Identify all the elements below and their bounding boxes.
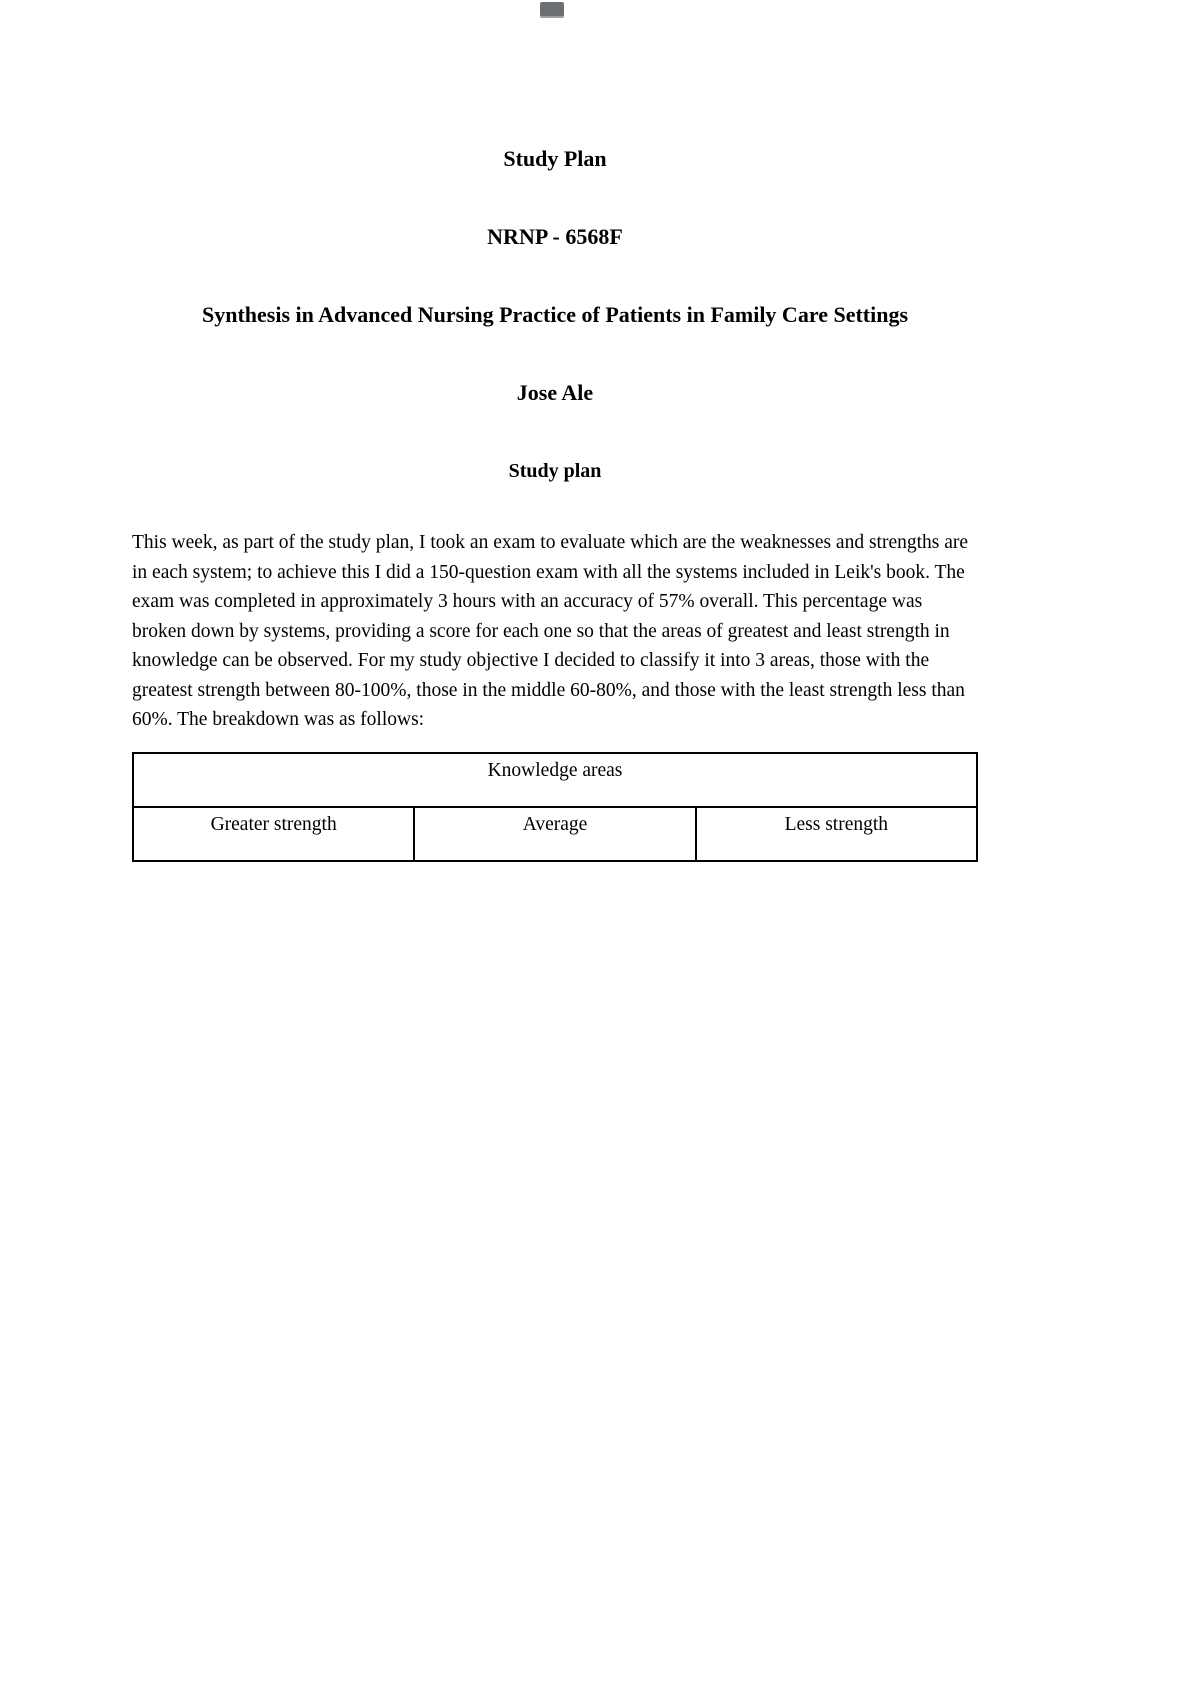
table-row [133, 807, 977, 861]
section-heading: Study plan [508, 460, 602, 482]
table-header-row [133, 753, 977, 807]
body-paragraph: This week, as part of the study plan, I took an exam to evaluate which are the weaknesses and strengths are in each system; to achieve this I did a 150-question exam with all the systems included in Leik's book. The exam was completed in approximately 3 hours with an accuracy of 57% overall. This percentage was broken down by systems, providing a score for each one so that the areas of greatest and least strength in knowledge can be observed. For my study objective I decided to classify it into 3 areas, those with the greatest strength between 80-100%, those in the middle 60-80%, and those with the least strength less than 60%. The breakdown was as follows: [132, 532, 969, 730]
knowledge-areas-table [132, 752, 978, 862]
document-title: Study Plan [503, 146, 607, 171]
document-content [132, 146, 978, 862]
table-header-knowledge-areas: Knowledge areas [133, 753, 977, 807]
table-cell-less-strength: Less strength [696, 807, 977, 861]
table-cell-greater-strength: Greater strength [133, 807, 414, 861]
table-cell-average: Average [414, 807, 695, 861]
page-top-artifact-icon [540, 2, 564, 16]
author-name: Jose Ale [516, 380, 594, 405]
course-name: Synthesis in Advanced Nursing Practice of Patients in Family Care Settings [201, 302, 909, 327]
course-code: NRNP - 6568F [487, 224, 623, 249]
